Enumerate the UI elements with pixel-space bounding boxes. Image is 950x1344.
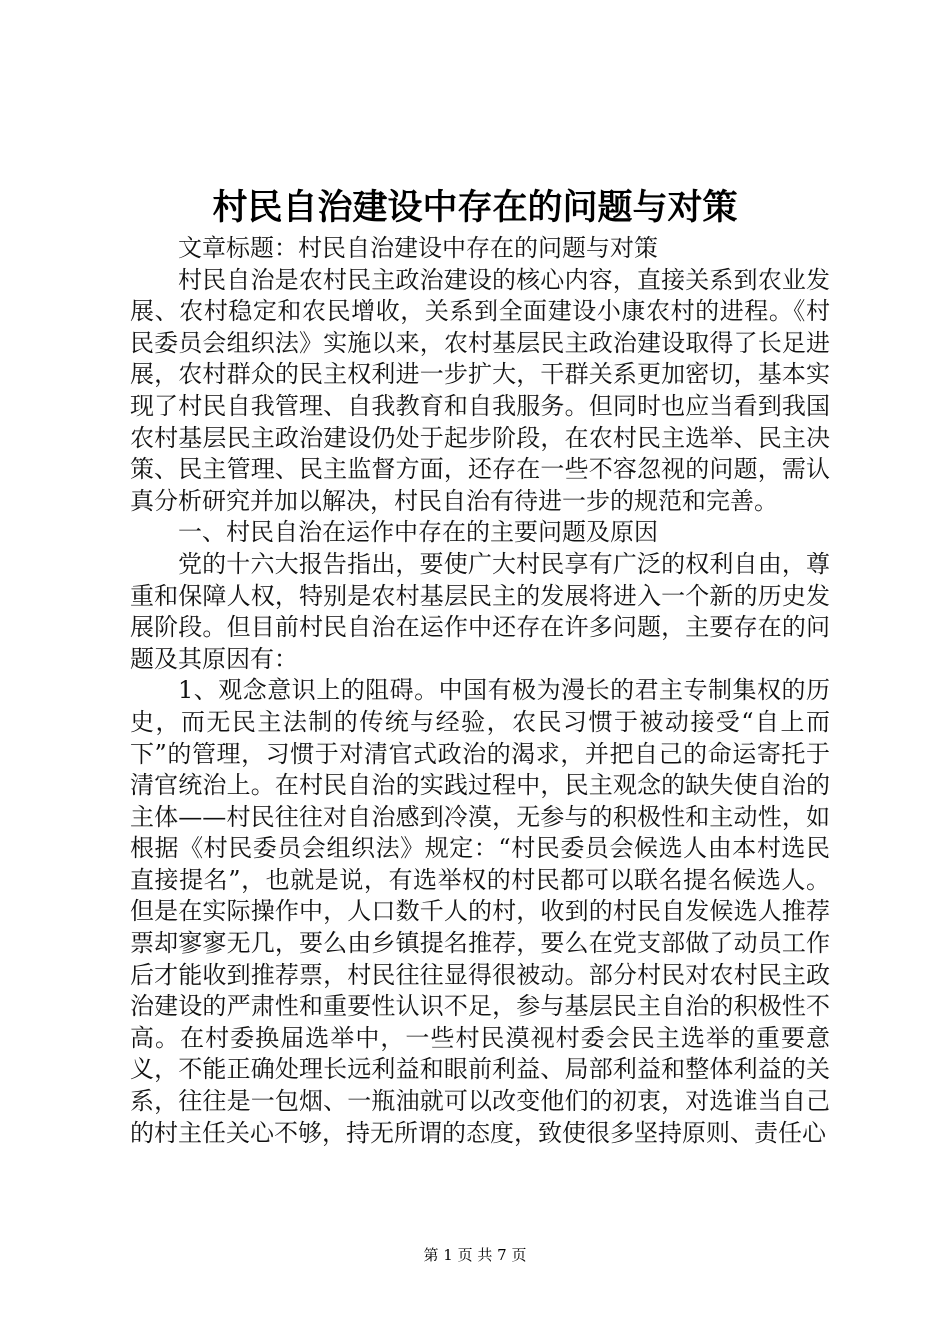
section-heading: 一、村民自治在运作中存在的主要问题及原因 [178,518,658,547]
document-body [130,233,830,1149]
intro-paragraph: 村民自治是农村民主政治建设的核心内容，直接关系到农业发展、农村稳定和农民增收，关系到全面建设小康农村的进程。《村民委员会组织法》实施以来，农村基层民主政治建设取得了长足进展，农村群众的民主权利进一步扩大，干群关系更加密切，基本实现了村民自我管理、自我教育和自我服务。但同时也应当看到我国农村基层民主政治建设仍处于起步阶段，在农村民主选举、民主决策、民主管理、民主监督方面，还存在一些不容忽视的问题，需认真分析研究并加以解决，村民自治有待进一步的规范和完善。 [130,265,830,515]
document-title: 村民自治建设中存在的问题与对策 [212,188,738,228]
page-number: 第 1 页 共 7 页 [423,1246,527,1264]
article-title-line: 文章标题：村民自治建设中存在的问题与对策 [178,234,658,262]
point-1-paragraph: 1、观念意识上的阻碍。中国有极为漫长的君主专制集权的历史，而无民主法制的传统与经验，农民习惯于被动接受“自上而下”的管理，习惯于对清官式政治的渴求，并把自己的命运寄托于清官统治上。在村民自治的实践过程中，民主观念的缺失使自治的主体——村民往往对自治感到冷漠，无参与的积极性和主动性，如根据《村民委员会组织法》规定：“村民委员会候选人由本村选民直接提名”，也就是说，有选举权的村民都可以联名提名候选人。但是在实际操作中，人口数千人的村，收到的村民自发候选人推荐票却寥寥无几，要么由乡镇提名推荐，要么在党支部做了动员工作后才能收到推荐票，村民往往显得很被动。部分村民对农村民主政治建设的严肃性和重要性认识不足，参与基层民主自治的积极性不高。在村委换届选举中，一些村民漠视村委会民主选举的重要意义，不能正确处理长远利益和眼前利益、局部利益和整体利益的关系，往往是一包烟、一瓶油就可以改变他们的初衷，对选谁当自己的村主任关心不够，持无所谓的态度，致使很多坚持原则、责任心 [130,676,830,1147]
section-intro-paragraph: 党的十六大报告指出，要使广大村民享有广泛的权利自由，尊重和保障人权，特别是农村基层民主的发展将进入一个新的历史发展阶段。但目前村民自治在运作中还存在许多问题，主要存在的问题及其原因有： [130,549,830,673]
